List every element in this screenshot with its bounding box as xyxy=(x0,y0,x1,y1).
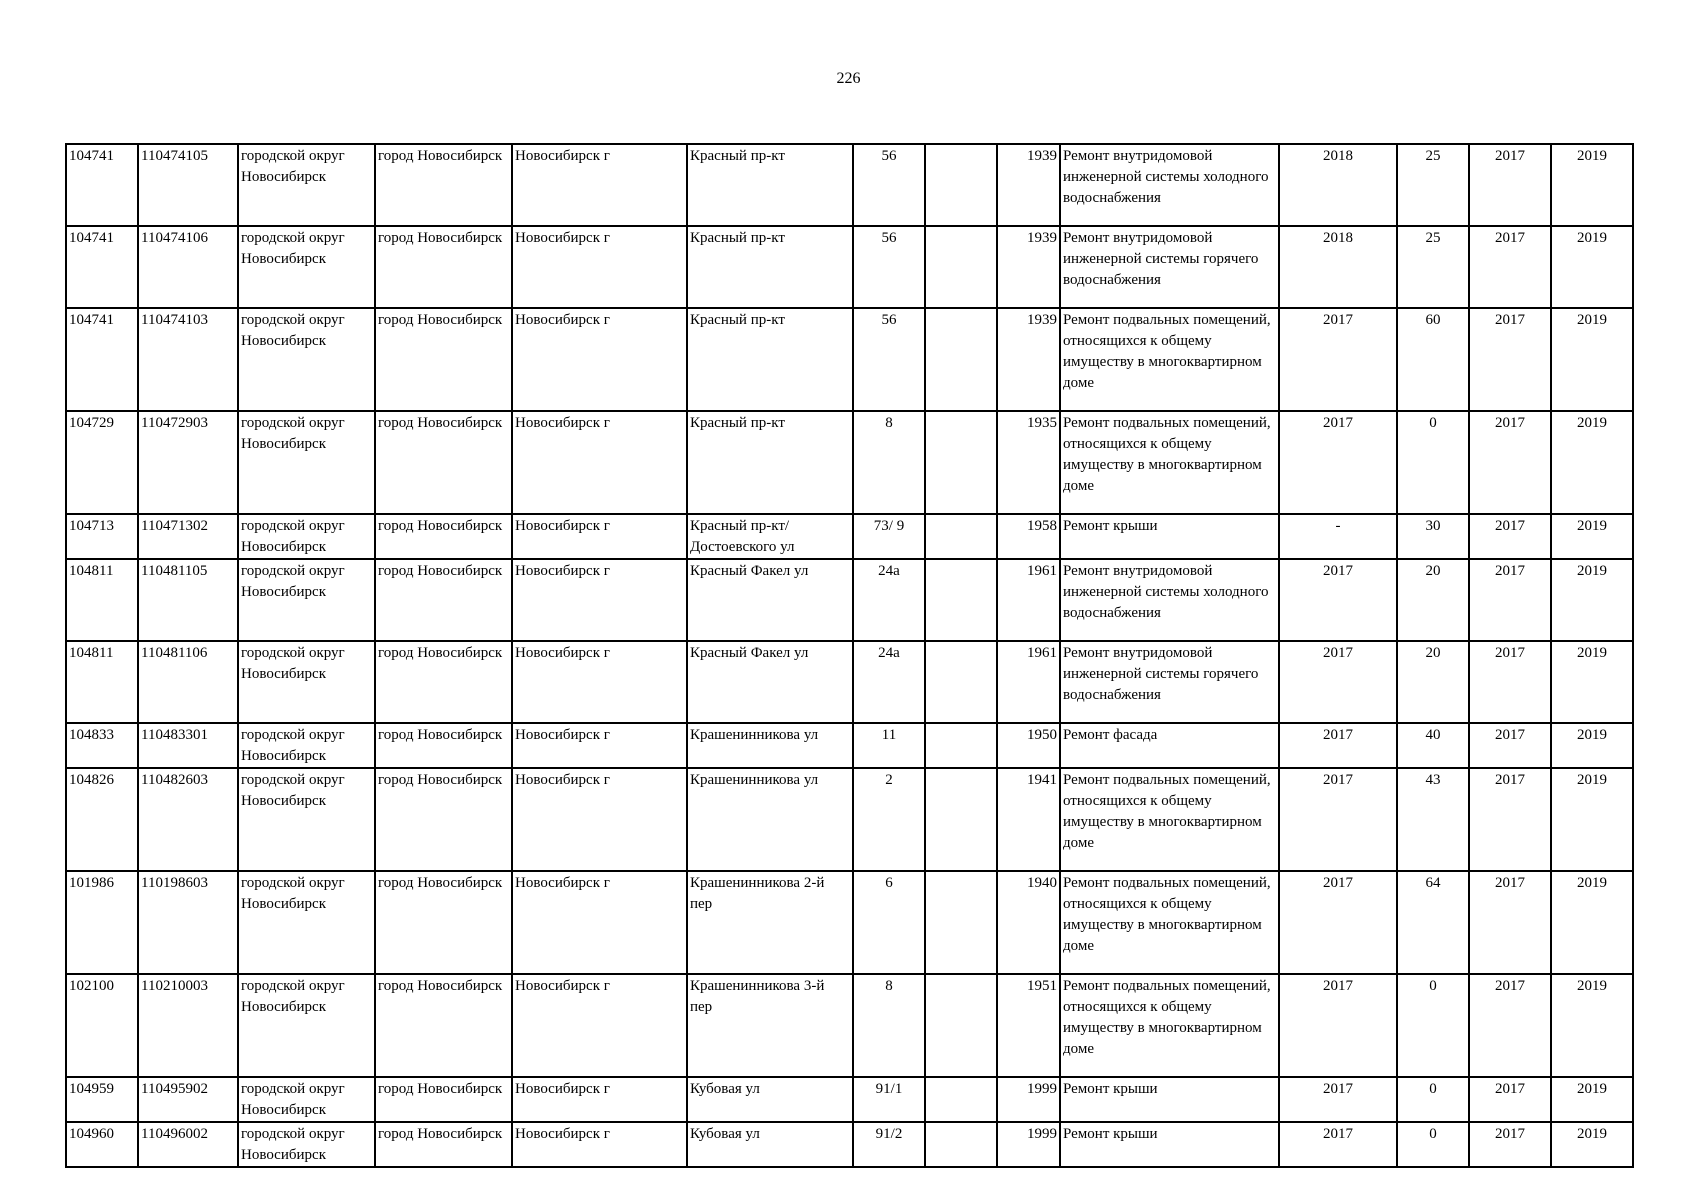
cell-year-built: 1951 xyxy=(997,974,1060,1077)
cell-district: городской округ Новосибирск xyxy=(238,723,375,768)
cell-locality: Новосибирск г xyxy=(512,559,687,641)
cell-id: 104833 xyxy=(66,723,138,768)
cell-street: Крашенинникова 2-й пер xyxy=(687,871,853,974)
cell-id: 104811 xyxy=(66,641,138,723)
cell-building xyxy=(925,641,997,723)
cell-municipality: город Новосибирск xyxy=(375,871,512,974)
table-row xyxy=(66,871,1633,974)
cell-locality: Новосибирск г xyxy=(512,768,687,871)
cell-wear: 0 xyxy=(1397,1077,1469,1122)
cell-code: 110481106 xyxy=(138,641,238,723)
cell-last-repair: 2017 xyxy=(1279,723,1397,768)
table-row xyxy=(66,411,1633,514)
cell-district: городской округ Новосибирск xyxy=(238,1122,375,1167)
cell-wear: 25 xyxy=(1397,226,1469,308)
cell-id: 104826 xyxy=(66,768,138,871)
cell-locality: Новосибирск г xyxy=(512,1122,687,1167)
cell-id: 101986 xyxy=(66,871,138,974)
cell-plan-to: 2019 xyxy=(1551,871,1633,974)
cell-year-built: 1950 xyxy=(997,723,1060,768)
cell-year-built: 1961 xyxy=(997,559,1060,641)
cell-street: Красный Факел ул xyxy=(687,641,853,723)
cell-last-repair: 2017 xyxy=(1279,559,1397,641)
cell-building xyxy=(925,226,997,308)
cell-municipality: город Новосибирск xyxy=(375,974,512,1077)
cell-work-type: Ремонт подвальных помещений, относящихся к общему имуществу в многоквартирном доме xyxy=(1060,768,1279,871)
cell-id: 102100 xyxy=(66,974,138,1077)
cell-plan-to: 2019 xyxy=(1551,723,1633,768)
cell-plan-from: 2017 xyxy=(1469,768,1551,871)
cell-code: 110198603 xyxy=(138,871,238,974)
cell-id: 104741 xyxy=(66,226,138,308)
cell-year-built: 1940 xyxy=(997,871,1060,974)
cell-district: городской округ Новосибирск xyxy=(238,559,375,641)
cell-house: 56 xyxy=(853,144,925,226)
cell-work-type: Ремонт внутридомовой инженерной системы холодного водоснабжения xyxy=(1060,144,1279,226)
cell-district: городской округ Новосибирск xyxy=(238,514,375,559)
cell-last-repair: 2017 xyxy=(1279,974,1397,1077)
cell-locality: Новосибирск г xyxy=(512,723,687,768)
cell-wear: 20 xyxy=(1397,559,1469,641)
cell-municipality: город Новосибирск xyxy=(375,514,512,559)
cell-plan-to: 2019 xyxy=(1551,641,1633,723)
cell-code: 110474106 xyxy=(138,226,238,308)
cell-plan-from: 2017 xyxy=(1469,411,1551,514)
cell-wear: 0 xyxy=(1397,411,1469,514)
cell-building xyxy=(925,723,997,768)
cell-building xyxy=(925,559,997,641)
cell-plan-from: 2017 xyxy=(1469,226,1551,308)
cell-house: 6 xyxy=(853,871,925,974)
cell-plan-to: 2019 xyxy=(1551,974,1633,1077)
cell-municipality: город Новосибирск xyxy=(375,1122,512,1167)
cell-plan-to: 2019 xyxy=(1551,308,1633,411)
cell-last-repair: 2017 xyxy=(1279,768,1397,871)
cell-wear: 40 xyxy=(1397,723,1469,768)
page-number: 226 xyxy=(836,70,861,87)
cell-municipality: город Новосибирск xyxy=(375,226,512,308)
cell-house: 8 xyxy=(853,411,925,514)
cell-code: 110474103 xyxy=(138,308,238,411)
cell-locality: Новосибирск г xyxy=(512,144,687,226)
cell-last-repair: 2017 xyxy=(1279,871,1397,974)
cell-plan-from: 2017 xyxy=(1469,1077,1551,1122)
table-row xyxy=(66,974,1633,1077)
cell-year-built: 1939 xyxy=(997,226,1060,308)
cell-street: Красный Факел ул xyxy=(687,559,853,641)
cell-house: 73/ 9 xyxy=(853,514,925,559)
cell-building xyxy=(925,1122,997,1167)
cell-locality: Новосибирск г xyxy=(512,514,687,559)
table-row xyxy=(66,308,1633,411)
cell-wear: 64 xyxy=(1397,871,1469,974)
cell-street: Красный пр-кт xyxy=(687,226,853,308)
cell-street: Кубовая ул xyxy=(687,1077,853,1122)
cell-plan-from: 2017 xyxy=(1469,641,1551,723)
cell-year-built: 1999 xyxy=(997,1122,1060,1167)
cell-district: городской округ Новосибирск xyxy=(238,411,375,514)
cell-district: городской округ Новосибирск xyxy=(238,871,375,974)
cell-plan-to: 2019 xyxy=(1551,144,1633,226)
cell-building xyxy=(925,974,997,1077)
cell-code: 110496002 xyxy=(138,1122,238,1167)
cell-street: Красный пр-кт xyxy=(687,411,853,514)
cell-house: 24а xyxy=(853,641,925,723)
cell-work-type: Ремонт внутридомовой инженерной системы горячего водоснабжения xyxy=(1060,226,1279,308)
cell-plan-from: 2017 xyxy=(1469,559,1551,641)
cell-last-repair: 2017 xyxy=(1279,308,1397,411)
cell-id: 104741 xyxy=(66,144,138,226)
cell-code: 110471302 xyxy=(138,514,238,559)
cell-district: городской округ Новосибирск xyxy=(238,768,375,871)
cell-plan-to: 2019 xyxy=(1551,1077,1633,1122)
cell-year-built: 1941 xyxy=(997,768,1060,871)
cell-id: 104960 xyxy=(66,1122,138,1167)
table-row xyxy=(66,226,1633,308)
cell-last-repair: 2017 xyxy=(1279,411,1397,514)
table-row xyxy=(66,1122,1633,1167)
cell-district: городской округ Новосибирск xyxy=(238,144,375,226)
cell-street: Кубовая ул xyxy=(687,1122,853,1167)
table-row xyxy=(66,723,1633,768)
cell-wear: 0 xyxy=(1397,1122,1469,1167)
cell-building xyxy=(925,411,997,514)
cell-code: 110210003 xyxy=(138,974,238,1077)
cell-code: 110472903 xyxy=(138,411,238,514)
cell-code: 110483301 xyxy=(138,723,238,768)
cell-work-type: Ремонт подвальных помещений, относящихся к общему имуществу в многоквартирном доме xyxy=(1060,871,1279,974)
cell-work-type: Ремонт крыши xyxy=(1060,1077,1279,1122)
table-row xyxy=(66,768,1633,871)
cell-street: Крашенинникова ул xyxy=(687,768,853,871)
cell-work-type: Ремонт крыши xyxy=(1060,1122,1279,1167)
cell-municipality: город Новосибирск xyxy=(375,559,512,641)
cell-house: 8 xyxy=(853,974,925,1077)
cell-code: 110481105 xyxy=(138,559,238,641)
cell-work-type: Ремонт подвальных помещений, относящихся к общему имуществу в многоквартирном доме xyxy=(1060,411,1279,514)
cell-plan-to: 2019 xyxy=(1551,226,1633,308)
cell-house: 56 xyxy=(853,308,925,411)
cell-house: 24а xyxy=(853,559,925,641)
cell-municipality: город Новосибирск xyxy=(375,723,512,768)
cell-wear: 30 xyxy=(1397,514,1469,559)
cell-locality: Новосибирск г xyxy=(512,974,687,1077)
cell-last-repair: 2017 xyxy=(1279,1122,1397,1167)
cell-id: 104741 xyxy=(66,308,138,411)
cell-work-type: Ремонт фасада xyxy=(1060,723,1279,768)
cell-plan-from: 2017 xyxy=(1469,1122,1551,1167)
cell-street: Крашенинникова ул xyxy=(687,723,853,768)
cell-municipality: город Новосибирск xyxy=(375,768,512,871)
cell-municipality: город Новосибирск xyxy=(375,144,512,226)
cell-street: Крашенинникова 3-й пер xyxy=(687,974,853,1077)
cell-house: 91/1 xyxy=(853,1077,925,1122)
cell-code: 110474105 xyxy=(138,144,238,226)
cell-plan-from: 2017 xyxy=(1469,514,1551,559)
cell-year-built: 1999 xyxy=(997,1077,1060,1122)
cell-work-type: Ремонт внутридомовой инженерной системы холодного водоснабжения xyxy=(1060,559,1279,641)
cell-building xyxy=(925,514,997,559)
cell-wear: 43 xyxy=(1397,768,1469,871)
cell-house: 56 xyxy=(853,226,925,308)
cell-last-repair: 2017 xyxy=(1279,641,1397,723)
cell-municipality: город Новосибирск xyxy=(375,1077,512,1122)
table-row xyxy=(66,641,1633,723)
cell-id: 104713 xyxy=(66,514,138,559)
cell-locality: Новосибирск г xyxy=(512,871,687,974)
cell-building xyxy=(925,1077,997,1122)
cell-building xyxy=(925,144,997,226)
cell-work-type: Ремонт подвальных помещений, относящихся к общему имуществу в многоквартирном доме xyxy=(1060,308,1279,411)
cell-wear: 60 xyxy=(1397,308,1469,411)
cell-work-type: Ремонт внутридомовой инженерной системы горячего водоснабжения xyxy=(1060,641,1279,723)
cell-wear: 25 xyxy=(1397,144,1469,226)
cell-municipality: город Новосибирск xyxy=(375,308,512,411)
cell-work-type: Ремонт крыши xyxy=(1060,514,1279,559)
cell-plan-from: 2017 xyxy=(1469,871,1551,974)
cell-street: Красный пр-кт xyxy=(687,308,853,411)
cell-district: городской округ Новосибирск xyxy=(238,226,375,308)
cell-locality: Новосибирск г xyxy=(512,1077,687,1122)
cell-plan-from: 2017 xyxy=(1469,723,1551,768)
cell-locality: Новосибирск г xyxy=(512,411,687,514)
cell-year-built: 1939 xyxy=(997,144,1060,226)
cell-building xyxy=(925,308,997,411)
cell-street: Красный пр-кт/ Достоевского ул xyxy=(687,514,853,559)
cell-house: 2 xyxy=(853,768,925,871)
cell-year-built: 1939 xyxy=(997,308,1060,411)
cell-locality: Новосибирск г xyxy=(512,308,687,411)
cell-locality: Новосибирск г xyxy=(512,226,687,308)
cell-district: городской округ Новосибирск xyxy=(238,308,375,411)
cell-plan-to: 2019 xyxy=(1551,559,1633,641)
cell-district: городской округ Новосибирск xyxy=(238,974,375,1077)
table-row xyxy=(66,559,1633,641)
cell-id: 104959 xyxy=(66,1077,138,1122)
cell-plan-from: 2017 xyxy=(1469,974,1551,1077)
cell-building xyxy=(925,871,997,974)
cell-municipality: город Новосибирск xyxy=(375,411,512,514)
cell-wear: 20 xyxy=(1397,641,1469,723)
cell-id: 104729 xyxy=(66,411,138,514)
cell-last-repair: - xyxy=(1279,514,1397,559)
cell-district: городской округ Новосибирск xyxy=(238,641,375,723)
cell-house: 11 xyxy=(853,723,925,768)
cell-year-built: 1935 xyxy=(997,411,1060,514)
cell-wear: 0 xyxy=(1397,974,1469,1077)
cell-building xyxy=(925,768,997,871)
cell-house: 91/2 xyxy=(853,1122,925,1167)
cell-last-repair: 2018 xyxy=(1279,226,1397,308)
cell-year-built: 1961 xyxy=(997,641,1060,723)
cell-municipality: город Новосибирск xyxy=(375,641,512,723)
table-row xyxy=(66,1077,1633,1122)
cell-plan-to: 2019 xyxy=(1551,768,1633,871)
cell-locality: Новосибирск г xyxy=(512,641,687,723)
cell-last-repair: 2017 xyxy=(1279,1077,1397,1122)
cell-street: Красный пр-кт xyxy=(687,144,853,226)
cell-plan-to: 2019 xyxy=(1551,411,1633,514)
cell-code: 110482603 xyxy=(138,768,238,871)
cell-plan-from: 2017 xyxy=(1469,308,1551,411)
table-row xyxy=(66,144,1633,226)
cell-last-repair: 2018 xyxy=(1279,144,1397,226)
cell-district: городской округ Новосибирск xyxy=(238,1077,375,1122)
cell-plan-to: 2019 xyxy=(1551,514,1633,559)
cell-work-type: Ремонт подвальных помещений, относящихся к общему имуществу в многоквартирном доме xyxy=(1060,974,1279,1077)
cell-id: 104811 xyxy=(66,559,138,641)
cell-year-built: 1958 xyxy=(997,514,1060,559)
table-row xyxy=(66,514,1633,559)
cell-plan-to: 2019 xyxy=(1551,1122,1633,1167)
cell-plan-from: 2017 xyxy=(1469,144,1551,226)
housing-repair-table xyxy=(65,143,1634,1168)
cell-code: 110495902 xyxy=(138,1077,238,1122)
